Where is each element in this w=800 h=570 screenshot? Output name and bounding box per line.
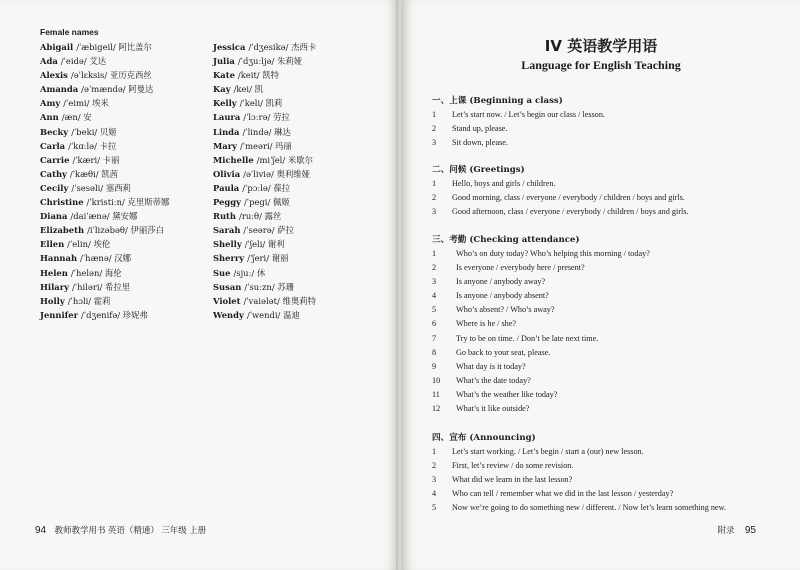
phrase-line	[432, 388, 782, 402]
name-phonetic: /ˈvaiələt/	[243, 295, 280, 306]
name-english: Michelle	[213, 154, 254, 165]
phrase-text: Is anyone / anybody absent?	[456, 291, 549, 301]
name-phonetic: /ˈdʒuːljə/	[237, 56, 275, 67]
name-chinese: 谢丽	[271, 253, 289, 264]
name-entry	[40, 82, 169, 96]
name-english: Sarah	[213, 225, 241, 236]
name-entry	[213, 139, 316, 153]
name-english: Jennifer	[40, 309, 78, 320]
name-english: Laura	[213, 112, 241, 123]
phrase-text: What did we learn in the last lesson?	[452, 475, 573, 485]
phrase-text: Who’s absent? / Who’s away?	[456, 305, 555, 315]
chapter-title: IV 英语教学用语	[544, 37, 658, 55]
phrase-line	[432, 332, 782, 346]
name-entry	[40, 251, 169, 265]
name-phonetic: /ˈlɔːrə/	[243, 112, 271, 123]
section-announcing	[432, 431, 782, 515]
line-number: 2	[432, 193, 437, 203]
phrase-line	[432, 205, 782, 219]
name-chinese: 劳拉	[273, 112, 290, 123]
name-entry	[213, 125, 316, 139]
name-entry	[213, 237, 316, 251]
name-phonetic: /əˈlɛksis/	[70, 70, 108, 81]
section-beginning-class	[432, 94, 782, 150]
name-phonetic: /ˈʃeli/	[244, 239, 266, 250]
line-number: 12	[432, 404, 441, 414]
name-chinese: 卡丽	[102, 154, 120, 165]
phrase-text: Go back to your seat, please.	[456, 347, 551, 357]
name-phonetic: /kei/	[233, 84, 252, 95]
phrase-text: Stand up, please.	[452, 124, 508, 134]
phrase-text: Hello, boys and girls / children.	[452, 179, 556, 188]
name-entry	[213, 167, 316, 181]
right-page	[402, 0, 800, 570]
phrase-text: What’s the date today?	[456, 375, 531, 385]
name-english: Jessica	[213, 42, 246, 52]
name-phonetic: /ruːθ/	[239, 211, 262, 222]
name-english: Julia	[213, 56, 235, 67]
name-chinese: 凯莉	[265, 98, 283, 109]
name-chinese: 珍妮弗	[122, 309, 148, 320]
name-chinese: 佩姬	[272, 197, 290, 208]
phrase-text: What’s the weather like today?	[456, 389, 558, 399]
name-english: Paula	[213, 182, 240, 193]
name-phonetic: /ˈsuːzn/	[244, 281, 275, 292]
name-chinese: 玛丽	[275, 140, 292, 151]
name-entry	[40, 294, 169, 308]
name-phonetic: /æn/	[61, 112, 81, 123]
name-english: Ellen	[40, 239, 65, 250]
name-phonetic: /ˈkeli/	[239, 98, 263, 109]
section-lines	[432, 247, 782, 416]
name-english: Mary	[213, 140, 237, 151]
line-number: 10	[432, 375, 441, 385]
name-phonetic: /ˈbeki/	[71, 126, 98, 137]
name-entry	[213, 308, 316, 322]
names-column-2	[213, 40, 316, 322]
name-entry	[40, 280, 169, 294]
phrase-line	[432, 374, 782, 388]
name-entry	[40, 308, 169, 322]
name-chinese: 萨拉	[277, 225, 294, 236]
phrase-line	[432, 487, 782, 501]
name-phonetic: /ˈhɔli/	[67, 295, 92, 306]
line-number: 3	[432, 138, 437, 148]
phrase-line	[432, 445, 782, 459]
name-entry	[213, 294, 316, 308]
line-number: 2	[432, 124, 437, 134]
section-checking-attendance	[432, 233, 782, 416]
name-entry	[213, 82, 316, 96]
name-chinese: 奥利维娅	[276, 168, 310, 179]
name-phonetic: /miˈʃel/	[256, 154, 286, 165]
name-entry	[213, 280, 316, 294]
section-lines	[432, 177, 782, 219]
name-entry	[213, 153, 316, 167]
name-chinese: 黛安娜	[112, 211, 138, 222]
phrase-text: Now we’re going to do something new / different. / Now let’s learn something new.	[452, 503, 726, 513]
name-english: Kate	[213, 70, 235, 81]
phrase-line	[432, 108, 782, 122]
name-chinese: 杰西卡	[291, 42, 317, 52]
name-entry	[213, 54, 316, 68]
line-number: 3	[432, 277, 437, 287]
section-lines	[432, 108, 782, 150]
line-number: 2	[432, 263, 437, 273]
name-chinese: 休	[256, 267, 266, 278]
page-number-right: 95	[744, 525, 756, 536]
name-english: Becky	[40, 126, 69, 137]
name-english: Wendy	[213, 309, 244, 320]
name-chinese: 埃米	[92, 98, 109, 109]
names-column-1	[40, 40, 169, 322]
phrase-text: Let’s start now. / Let’s begin our class / lesson.	[452, 110, 605, 119]
name-english: Olivia	[213, 168, 241, 179]
name-chinese: 克里斯蒂娜	[127, 197, 170, 208]
name-entry	[40, 167, 169, 181]
name-chinese: 塞西莉	[105, 182, 131, 193]
line-number: 1	[432, 447, 437, 456]
name-chinese: 朱莉娅	[277, 56, 303, 67]
name-chinese: 安	[83, 112, 92, 123]
phrase-text: What’s it like outside?	[456, 404, 530, 414]
name-phonetic: /ˈpegi/	[243, 197, 271, 208]
name-chinese: 伊丽莎白	[130, 225, 164, 236]
name-entry	[213, 110, 316, 124]
name-english: Carrie	[40, 154, 70, 165]
phrase-line	[432, 317, 782, 331]
name-english: Ada	[40, 56, 58, 67]
line-number: 11	[432, 389, 440, 399]
name-english: Linda	[213, 126, 240, 137]
name-phonetic: /ˈelin/	[67, 239, 91, 250]
name-phonetic: /daiˈænə/	[70, 211, 110, 222]
name-chinese: 露丝	[264, 211, 282, 222]
phrase-line	[432, 473, 782, 487]
line-number: 7	[432, 333, 437, 343]
name-phonetic: /ˈhænə/	[80, 253, 112, 264]
name-english: Cecily	[40, 182, 69, 193]
name-english: Kay	[213, 84, 231, 95]
name-chinese: 维奥莉特	[282, 295, 316, 306]
name-entry	[213, 68, 316, 82]
line-number: 5	[432, 503, 437, 513]
name-entry	[40, 237, 169, 251]
name-chinese: 埃伦	[93, 239, 111, 250]
name-chinese: 亚历克西丝	[109, 70, 152, 81]
name-entry	[40, 195, 169, 209]
phrase-line	[432, 303, 782, 317]
name-phonetic: /ˈæbigeil/	[76, 42, 116, 52]
name-phonetic: /ˈhiləri/	[71, 281, 103, 292]
phrase-text: Who’s on duty today? Who’s helping this morning / today?	[456, 249, 650, 258]
name-phonetic: /ˈsesəli/	[71, 182, 104, 193]
name-entry	[213, 209, 316, 223]
name-chinese: 霍莉	[93, 295, 111, 306]
name-entry	[213, 251, 316, 265]
section-heading: 二、问候 (Greetings)	[432, 165, 525, 175]
name-phonetic: /ˈkɑːlə/	[68, 140, 97, 151]
name-english: Violet	[213, 295, 241, 306]
name-phonetic: /ˈkristiːn/	[86, 197, 125, 208]
phrase-text: Is everyone / everybody here / present?	[456, 263, 585, 273]
name-chinese: 葆拉	[273, 182, 291, 193]
name-phonetic: /sjuː/	[233, 267, 255, 278]
phrase-line	[432, 177, 782, 191]
name-phonetic: /ˈseərə/	[243, 225, 275, 236]
name-phonetic: /əˈmændə/	[81, 84, 126, 95]
name-chinese: 阿曼达	[128, 84, 154, 95]
section-heading: 四、宣布 (Announcing)	[432, 433, 536, 443]
name-entry	[213, 181, 316, 195]
appendix-label: 附录	[717, 525, 735, 535]
phrase-text: Where is he / she?	[456, 319, 517, 329]
phrase-text: Good morning, class / everyone / everybody / children / boys and girls.	[452, 193, 685, 203]
name-entry	[213, 266, 316, 280]
name-phonetic: /ˈʃeri/	[247, 253, 270, 264]
name-english: Ann	[40, 112, 59, 123]
name-chinese: 希拉里	[105, 281, 131, 292]
name-entry	[40, 68, 169, 82]
name-english: Carla	[40, 140, 66, 151]
name-english: Susan	[213, 281, 242, 292]
name-entry	[40, 40, 169, 54]
phrase-line	[432, 247, 782, 261]
name-chinese: 谢利	[267, 239, 285, 250]
name-chinese: 卡拉	[99, 140, 117, 151]
phrase-line	[432, 289, 782, 303]
name-english: Alexis	[40, 70, 68, 81]
line-number: 1	[432, 249, 437, 258]
line-number: 5	[432, 305, 437, 315]
phrase-text: Try to be on time. / Don’t be late next time.	[456, 333, 599, 343]
name-phonetic: /keit/	[237, 70, 260, 81]
name-chinese: 阿比盖尔	[118, 42, 152, 52]
name-entry	[40, 96, 169, 110]
right-page-footer	[717, 524, 756, 536]
name-phonetic: /ˈdʒenifə/	[81, 309, 121, 320]
line-number: 8	[432, 347, 437, 357]
name-english: Peggy	[213, 197, 241, 208]
name-chinese: 贝姬	[99, 126, 117, 137]
name-entry	[40, 209, 169, 223]
name-chinese: 凯特	[262, 70, 280, 81]
name-phonetic: /əˈliviə/	[243, 168, 274, 179]
name-entry	[40, 125, 169, 139]
line-number: 6	[432, 319, 437, 329]
line-number: 2	[432, 461, 437, 471]
phrase-text: Let’s start working. / Let’s begin / start a (our) new lesson.	[452, 447, 644, 456]
phrase-text: Sit down, please.	[452, 138, 508, 148]
name-phonetic: /ˈkæri/	[72, 154, 101, 165]
left-page	[0, 0, 398, 570]
line-number: 4	[432, 489, 437, 499]
phrase-text: Is anyone / anybody away?	[456, 277, 546, 287]
phrase-line	[432, 501, 782, 515]
name-phonetic: /ˈlində/	[242, 126, 272, 137]
page-number-left: 94	[35, 525, 47, 536]
line-number: 1	[432, 110, 437, 119]
name-chinese: 艾达	[89, 56, 107, 67]
left-page-footer	[35, 524, 206, 536]
phrase-text: Good afternoon, class / everyone / everybody / children / boys and girls.	[452, 207, 689, 217]
name-entry	[213, 40, 316, 54]
section-heading: 三、考勤 (Checking attendance)	[432, 235, 580, 245]
phrase-line	[432, 191, 782, 205]
line-number: 4	[432, 291, 437, 301]
book-title-footer: 教师教学用书 英语（精通） 三年级 上册	[54, 525, 207, 535]
name-phonetic: /ˈdʒesikə/	[248, 42, 289, 52]
chapter-subtitle: Language for English Teaching	[521, 58, 681, 72]
name-english: Ruth	[213, 211, 237, 222]
name-entry	[40, 181, 169, 195]
name-phonetic: /ˈhelən/	[70, 267, 103, 278]
name-phonetic: /iˈlizəbəθ/	[87, 225, 128, 236]
name-english: Holly	[40, 295, 65, 306]
phrase-line	[432, 459, 782, 473]
section-greetings	[432, 163, 782, 219]
section-heading: 一、上课 (Beginning a class)	[432, 96, 563, 106]
phrase-text: First, let’s review / do some revision.	[452, 461, 574, 471]
name-english: Kelly	[213, 98, 237, 109]
name-entry	[40, 223, 169, 237]
phrase-line	[432, 136, 782, 150]
name-phonetic: /ˈkæθi/	[69, 168, 99, 179]
line-number: 3	[432, 207, 437, 217]
name-english: Sue	[213, 267, 231, 278]
name-english: Shelly	[213, 239, 242, 250]
line-number: 1	[432, 179, 437, 188]
name-entry	[40, 266, 169, 280]
phrase-line	[432, 275, 782, 289]
name-english: Christine	[40, 197, 84, 208]
phrase-line	[432, 346, 782, 360]
name-entry	[40, 139, 169, 153]
name-phonetic: /ˈeimi/	[63, 98, 90, 109]
name-english: Cathy	[40, 168, 67, 179]
name-phonetic: /ˈmeəri/	[239, 140, 273, 151]
name-chinese: 海伦	[104, 267, 122, 278]
name-phonetic: /ˈwendi/	[246, 309, 281, 320]
name-entry	[213, 223, 316, 237]
phrase-line	[432, 402, 782, 416]
name-english: Helen	[40, 267, 68, 278]
name-entry	[213, 96, 316, 110]
name-chinese: 米歇尔	[287, 154, 313, 165]
line-number: 3	[432, 475, 437, 485]
phrase-text: Who can tell / remember what we did in the last lesson / yesterday?	[452, 489, 674, 499]
line-number: 9	[432, 361, 437, 371]
name-chinese: 温迪	[283, 309, 300, 320]
section-lines	[432, 445, 782, 515]
phrase-line	[432, 261, 782, 275]
phrase-line	[432, 360, 782, 374]
name-entry	[40, 110, 169, 124]
name-chinese: 苏珊	[277, 281, 295, 292]
name-english: Hilary	[40, 281, 69, 292]
phrase-text: What day is it today?	[456, 361, 526, 371]
name-english: Sherry	[213, 253, 245, 264]
name-english: Hannah	[40, 253, 78, 264]
name-entry	[40, 153, 169, 167]
name-english: Abigail	[40, 42, 74, 52]
name-chinese: 凯茜	[101, 168, 118, 179]
name-chinese: 琳达	[274, 126, 291, 137]
name-english: Amy	[40, 98, 61, 109]
name-chinese: 凯	[254, 84, 263, 95]
name-entry	[213, 195, 316, 209]
name-chinese: 汉娜	[114, 253, 132, 264]
name-english: Diana	[40, 211, 68, 222]
phrase-line	[432, 122, 782, 136]
name-phonetic: /ˈpɔːlə/	[242, 182, 271, 193]
name-english: Elizabeth	[40, 225, 85, 236]
name-phonetic: /ˈeidə/	[60, 56, 87, 67]
name-entry	[40, 54, 169, 68]
name-english: Amanda	[40, 84, 79, 95]
female-names-heading: Female names	[40, 27, 99, 37]
